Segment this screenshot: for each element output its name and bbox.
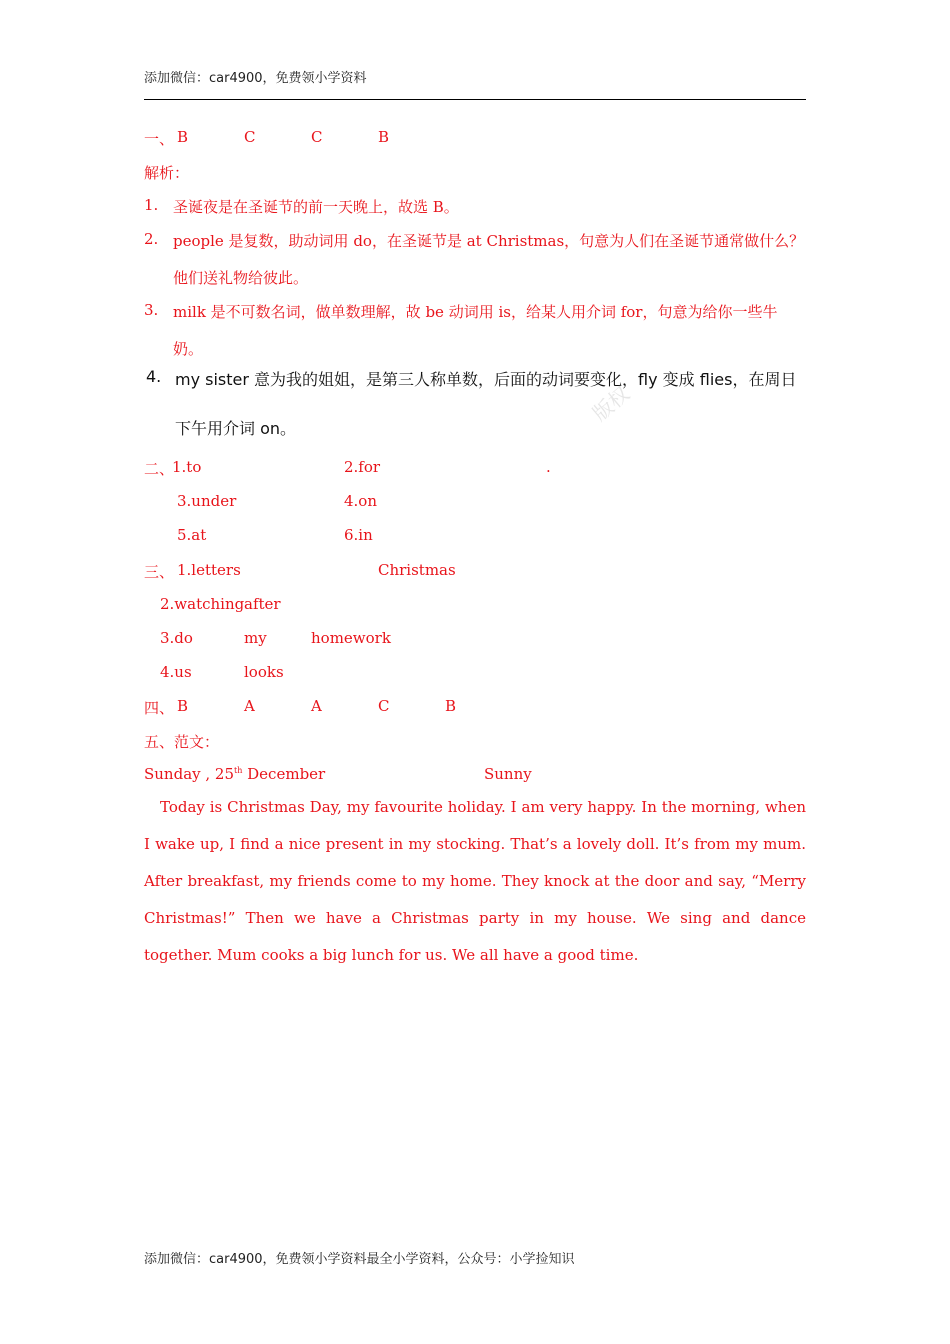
section4-answer: B: [445, 697, 457, 715]
analysis-item-text: 下午用介词 on。: [175, 419, 297, 438]
section1-answer: C: [311, 128, 323, 146]
analysis-item-text: people 是复数，助动词用 do，在圣诞节是 at Christmas，句意为人们在圣诞节通常做什么？: [173, 232, 805, 250]
essay-date: Sunday , 25th December: [144, 765, 326, 783]
section3-answer: 4.us: [160, 663, 192, 681]
analysis-item-text: 圣诞夜是在圣诞节的前一天晚上，故选 B。: [173, 198, 459, 216]
analysis-item-text: milk 是不可数名词，做单数理解，故 be 动词用 is，给某人用介词 for，句意为给你一些牛: [173, 303, 778, 321]
analysis-label: 解析：: [144, 164, 190, 182]
section5-label: 五、范文：: [144, 733, 220, 751]
section4-answer: A: [244, 697, 255, 715]
analysis-item-number: 3.: [144, 301, 159, 319]
section2-prefix: 二、: [144, 460, 175, 478]
analysis-item-number: 4.: [146, 367, 162, 386]
analysis-item-text: my sister 意为我的姐姐，是第三人称单数，后面的动词要变化，fly 变成 flies，在周日: [175, 370, 797, 389]
watermark: 版权: [587, 381, 634, 426]
section2-answer: 6.in: [344, 526, 373, 544]
section3-answer: Christmas: [378, 561, 456, 579]
section1-answer: B: [378, 128, 390, 146]
section3-answer: 2.watching: [160, 595, 245, 613]
section1-answer: C: [244, 128, 256, 146]
header-divider: [144, 99, 806, 100]
section3-answer: after: [244, 595, 281, 613]
section3-answer: looks: [244, 663, 284, 681]
section2-answer: 1.to: [172, 458, 202, 476]
section2-answer: 3.under: [177, 492, 237, 510]
analysis-item-text: 奶。: [173, 340, 204, 358]
section3-answer: 3.do: [160, 629, 193, 647]
section2-answer: 4.on: [344, 492, 378, 510]
analysis-item-text: 他们送礼物给彼此。: [173, 269, 309, 287]
section3-prefix: 三、: [144, 563, 175, 581]
section1-prefix: 一、: [144, 130, 175, 148]
section4-answer: A: [311, 697, 322, 715]
section2-answer: 2.for: [344, 458, 381, 476]
section3-answer: 1.letters: [177, 561, 241, 579]
section3-answer: homework: [311, 629, 391, 647]
footer-text: 添加微信：car4900，免费领小学资料最全小学资料，公众号：小学捡知识: [144, 1252, 575, 1267]
section4-answer: B: [177, 697, 189, 715]
essay-weather: Sunny: [484, 765, 532, 783]
analysis-item-number: 2.: [144, 230, 159, 248]
section1-answer: B: [177, 128, 189, 146]
section4-answer: C: [378, 697, 390, 715]
essay-body: Today is Christmas Day, my favourite holiday. I am very happy. In the morning, when I wake up, I find a nice present in my stocking. That’s a lovely doll. It’s from my mum. After breakfast, my friends come to my home. They knock at the door and say, “Merry Christmas!” Then we have a Christmas party in my house. We sing and dance together. Mum cooks a big lunch for us. We all have a good time.: [144, 798, 806, 964]
header-text: 添加微信：car4900，免费领小学资料: [144, 71, 367, 86]
section4-prefix: 四、: [144, 699, 175, 717]
section2-dot: .: [546, 458, 551, 476]
section2-answer: 5.at: [177, 526, 207, 544]
section3-answer: my: [244, 629, 267, 647]
analysis-item-number: 1.: [144, 196, 159, 214]
